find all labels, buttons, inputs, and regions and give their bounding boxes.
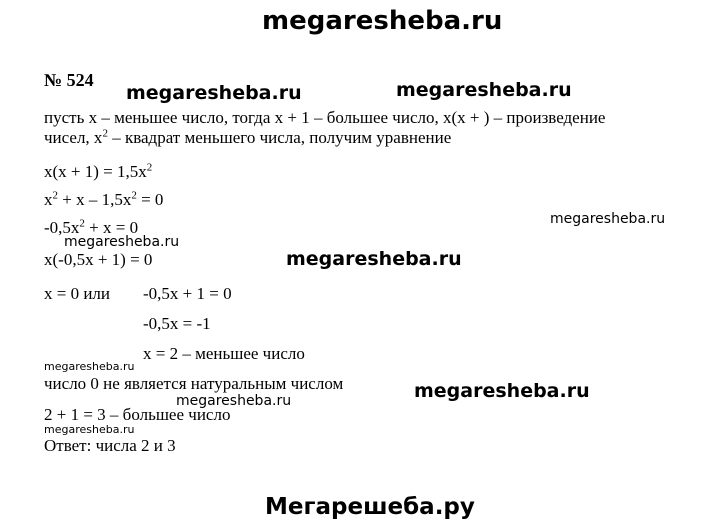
equation-3: $-0,5x^2 + x = 0$ xyxy=(44,217,139,237)
watermark: megaresheba.ru xyxy=(44,423,135,436)
equation-2: $x^2 + x - 1,5x^2 = 0$ xyxy=(44,189,164,209)
equation-5-right: -0,5x + 1 = 0 xyxy=(143,284,232,303)
problem-number: № 524 xyxy=(44,70,94,90)
equation-1: $x(x + 1) = 1,5x^2$ xyxy=(44,161,153,181)
solution-intro-line-1: пусть x – меньшее число, тогда x + 1 – большее число, x(x + ) – произведение xyxy=(44,108,606,127)
note-zero-not-natural: число 0 не является натуральным числом xyxy=(44,374,344,393)
equation-5-left: x = 0 или xyxy=(44,284,111,303)
solution-intro-line-2: чисел, $x^2$ – квадрат меньшего числа, получим уравнение xyxy=(44,127,452,147)
watermark: megaresheba.ru xyxy=(44,360,135,373)
watermark: megaresheba.ru xyxy=(550,211,666,227)
footer-watermark: Мегарешеба.ру xyxy=(265,494,475,520)
watermark: megaresheba.ru xyxy=(126,82,302,104)
answer-line: Ответ: числа 2 и 3 xyxy=(44,436,176,455)
bigger-number-line: 2 + 1 = 3 – большее число xyxy=(44,405,231,424)
watermark: megaresheba.ru xyxy=(286,248,462,270)
equation-7: x = 2 – меньшее число xyxy=(143,344,305,363)
watermark: megaresheba.ru xyxy=(396,79,572,101)
watermark: megaresheba.ru xyxy=(414,380,590,402)
watermark: megaresheba.ru xyxy=(64,234,180,250)
equation-4: x(-0,5x + 1) = 0 xyxy=(44,250,153,269)
equation-6: -0,5x = -1 xyxy=(143,314,211,333)
watermark: megaresheba.ru xyxy=(176,393,292,409)
header-watermark: megaresheba.ru xyxy=(262,6,503,36)
